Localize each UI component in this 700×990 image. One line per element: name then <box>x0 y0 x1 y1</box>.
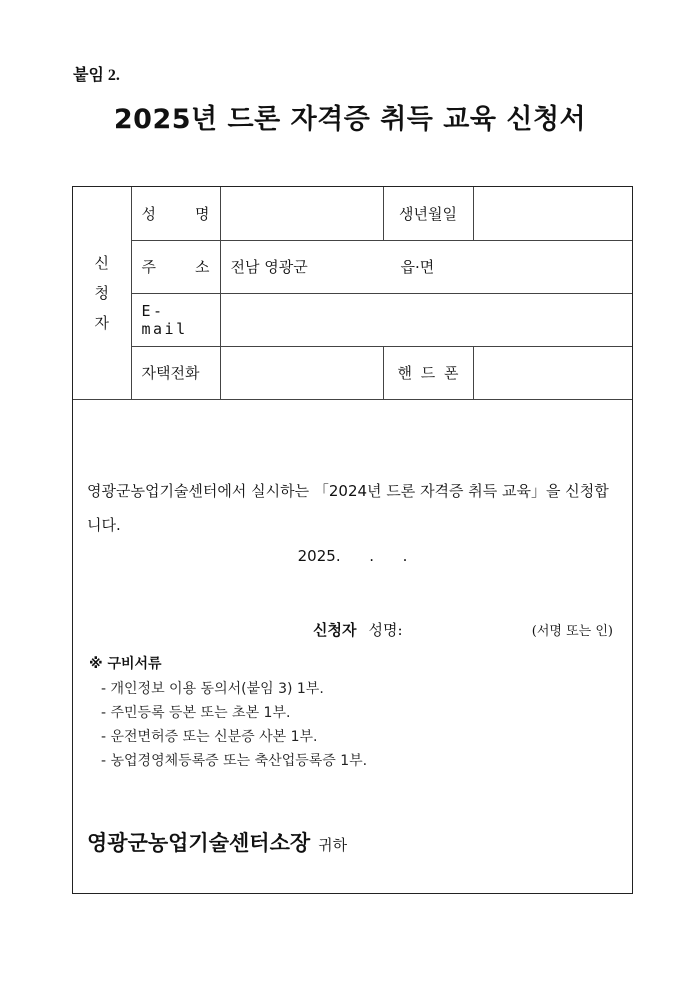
applicant-section-label <box>73 187 131 399</box>
address-label <box>131 240 220 293</box>
label-char: 명 <box>195 204 210 223</box>
section-char: 신 <box>94 253 109 272</box>
address-field[interactable] <box>220 240 632 293</box>
attachment-label: 붙임 2. <box>73 67 120 84</box>
section-char: 자 <box>94 313 109 332</box>
seal-hint: (서명 또는 인) <box>531 624 613 639</box>
label-char: 핸 <box>397 364 412 382</box>
mobile-field[interactable] <box>473 346 632 399</box>
list-item: - 농업경영체등록증 또는 축산업등록증 1부. <box>101 753 368 769</box>
recipient-honorific: 귀하 <box>318 836 348 854</box>
applicant-table <box>73 187 632 400</box>
list-item: - 주민등록 등본 또는 초본 1부. <box>101 705 291 721</box>
signer-label: 신청자 <box>313 621 357 639</box>
name-field[interactable] <box>220 187 383 240</box>
required-documents <box>89 653 367 773</box>
label-char: 성 <box>141 204 156 223</box>
signer-name-label: 성명: <box>368 621 403 639</box>
birthdate-label: 생년월일 <box>383 187 473 240</box>
signature-line <box>313 619 613 640</box>
mobile-label <box>383 346 473 399</box>
page-title: 2025년 드론 자격증 취득 교육 신청서 <box>113 104 587 135</box>
label-char: 주 <box>141 258 156 276</box>
home-phone-label: 자택전화 <box>131 346 220 399</box>
label-char: 드 <box>420 364 436 382</box>
list-item: - 개인정보 이용 동의서(붙임 3) 1부. <box>101 681 324 697</box>
recipient-org: 영광군농업기술센터소장 <box>87 830 311 855</box>
list-item: - 운전면허증 또는 신분증 사본 1부. <box>101 729 318 745</box>
label-char: 폰 <box>444 364 459 382</box>
name-label <box>131 187 220 240</box>
home-phone-field[interactable] <box>220 346 383 399</box>
email-field[interactable] <box>220 293 632 346</box>
application-date: 2025. . . <box>297 547 408 565</box>
recipient <box>87 827 347 857</box>
section-char: 청 <box>94 283 109 302</box>
email-label: E-mail <box>131 293 220 346</box>
application-form <box>72 186 633 894</box>
birthdate-field[interactable] <box>473 187 632 240</box>
required-documents-heading: ※ 구비서류 <box>89 656 162 672</box>
address-suffix: 읍·면 <box>400 258 435 276</box>
address-prefix: 전남 영광군 <box>230 258 308 276</box>
label-char: 소 <box>195 258 210 276</box>
application-statement: 영광군농업기술센터에서 실시하는 「2024년 드론 자격증 취득 교육」을 신청합니다. <box>87 482 609 534</box>
